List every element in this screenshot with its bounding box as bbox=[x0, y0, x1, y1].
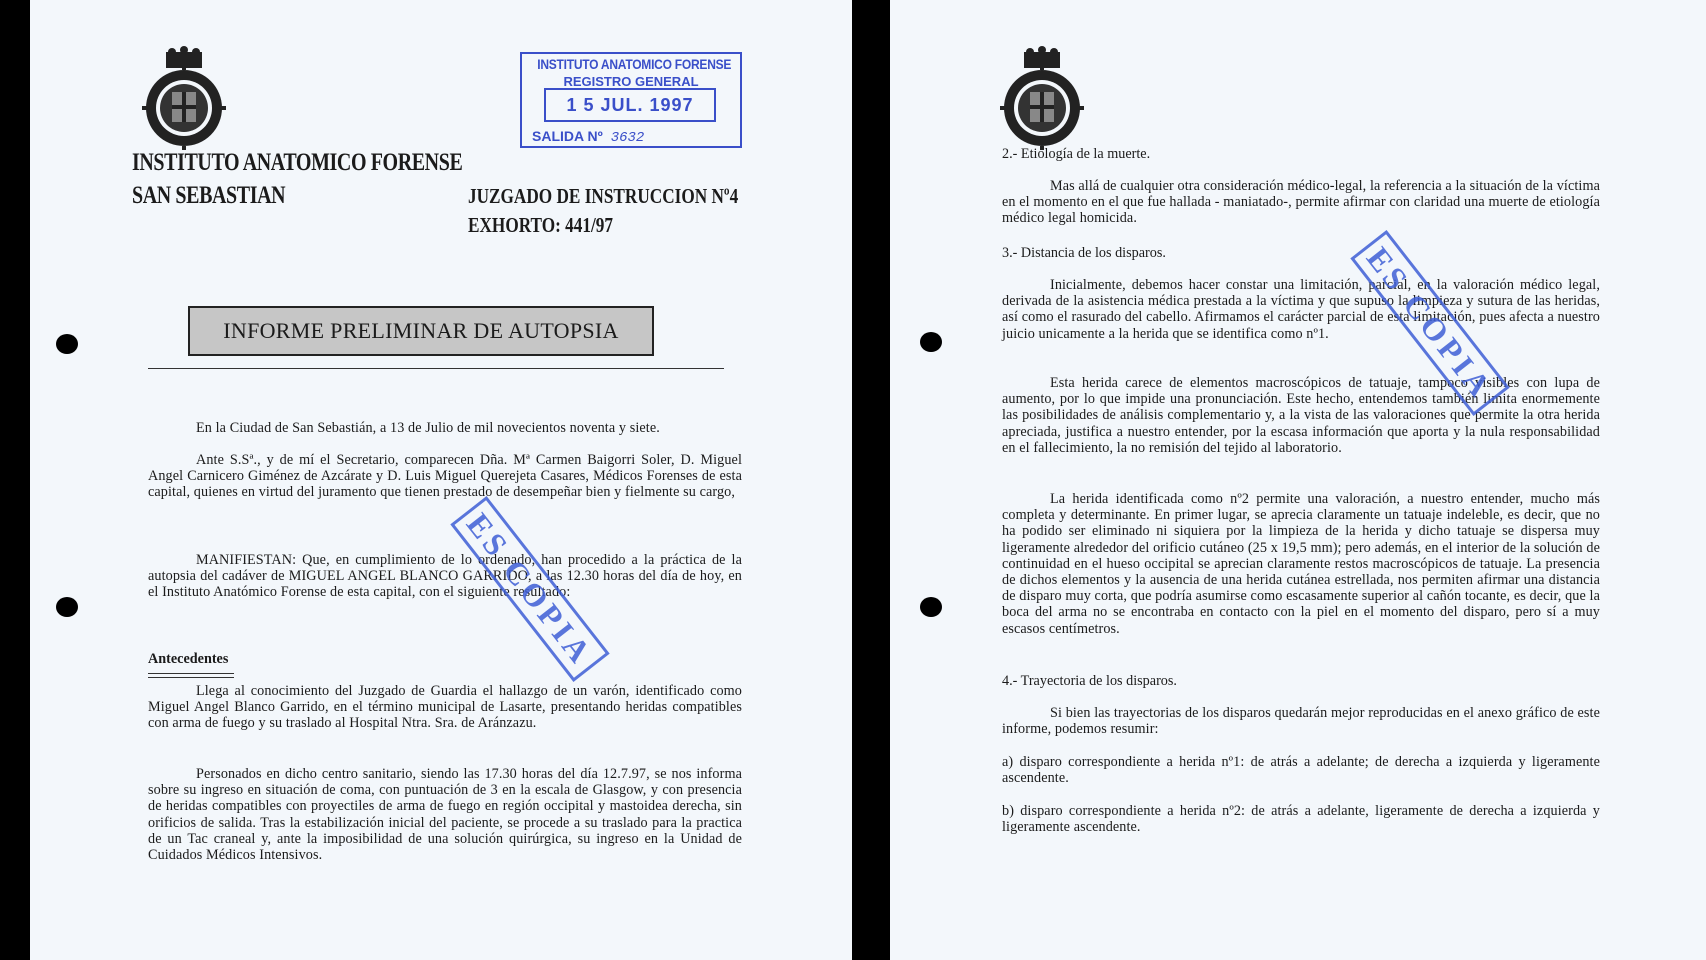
crest-icon bbox=[142, 46, 226, 150]
registry-stamp bbox=[520, 52, 742, 148]
trajectory-item-a: a) disparo correspondiente a herida nº1: de atrás a adelante; de derecha a izquierda y ligeramente ascendente. bbox=[1002, 754, 1600, 787]
section-3-heading: 3.- Distancia de los disparos. bbox=[1002, 245, 1166, 261]
section-3-paragraph-2: Esta herida carece de elementos macroscópicos de tatuaje, tampoco visibles con lupa de aumento, por lo que impide una pronunciación. Este hecho, entendemos también limita enormemente las posibilidades de análisis complementario y, a la vista de las valoraciones que permite la otra herida apreciada, justifica a nuestro entender, por la escasa información que aporta y la nula responsabilidad en el fallecimiento, la no remisión del tejido al laboratorio. bbox=[1002, 375, 1600, 456]
section-3-paragraph-3: La herida identificada como nº2 permite una valoración, a nuestro entender, mucho más completa y determinante. En primer lugar, se aprecia claramente un tatuaje indeleble, es decir, que no ha podido ser eliminado ni siquiera por la limpieza de la herida y dicho tatuaje se dispersa muy ligeramente alrededor del orificio cutáneo (25 x 19,5 mm); pero además, en el interior de la solución de continuidad en el hueso occipital se aprecian claramente restos macroscópicos de tatuaje. La presencia de dichos elementos y la ausencia de una herida cutánea estrellada, nos permiten afirmar una distancia de disparo muy corta, que podría asumirse como escasamente superior al cañón tocante, es decir, que la boca del arma no se encontraba en contacto con la piel en el momento del disparo, pero sí a muy escasos centímetros. bbox=[1002, 491, 1600, 637]
court-name: JUZGADO DE INSTRUCCION Nº4 bbox=[468, 184, 739, 208]
antecedentes-paragraph-2: Personados en dicho centro sanitario, siendo las 17.30 horas del día 12.7.97, se nos informa sobre su ingreso en situación de coma, con puntuación de 3 en la escala de Glasgow, y con presencia de heridas compatibles con proyectiles de arma de fuego en región occipital y mastoidea derecha, sin orificios de salida. Tras la estabilización inicial del paciente, se procede a su traslado para la practica de un Tac craneal y, ante la imposibilidad de una solución quirúrgica, su ingreso en la Unidad de Cuidados Médicos Intensivos. bbox=[148, 766, 742, 864]
stamp-number-value: 3632 bbox=[607, 130, 649, 147]
section-4-paragraph: Si bien las trayectorias de los disparos quedarán mejor reproducidas en el anexo gráfico de este informe, podemos resumir: bbox=[1002, 705, 1600, 738]
section-4-heading: 4.- Trayectoria de los disparos. bbox=[1002, 673, 1177, 689]
intro-paragraph: En la Ciudad de San Sebastián, a 13 de Julio de mil novecientos noventa y siete. bbox=[196, 420, 660, 436]
exhorto-number: EXHORTO: 441/97 bbox=[468, 213, 613, 237]
stamp-number-label: SALIDA Nº bbox=[532, 128, 603, 144]
report-title: INFORME PRELIMINAR DE AUTOPSIA bbox=[188, 306, 654, 356]
section-3-paragraph-1: Inicialmente, debemos hacer constar una limitación, parcial, en la valoración médico legal, derivada de la asistencia médica prestada a la víctima y que supuso la limpieza y sutura de las heridas, así como el rasurado del cabello. Afirmamos el carácter parcial de esta limitación, pues afecta a nuestro juicio unicamente a la herida que se identifica como nº1. bbox=[1002, 277, 1600, 342]
section-2-paragraph: Mas allá de cualquier otra consideración médico-legal, la referencia a la situación de la víctima en el momento en el que fue hallada - maniatado-, permite afirmar con claridad una muerte de etiología médico legal homicida. bbox=[1002, 178, 1600, 227]
section-2-heading: 2.- Etiología de la muerte. bbox=[1002, 146, 1151, 162]
binder-hole-icon bbox=[920, 597, 942, 617]
document-page-right bbox=[890, 0, 1706, 960]
trajectory-item-b: b) disparo correspondiente a herida nº2: de atrás a adelante, ligeramente de derecha a izquierda y ligeramente ascendente. bbox=[1002, 803, 1600, 836]
heading-underline bbox=[148, 673, 234, 678]
institute-name: INSTITUTO ANATOMICO FORENSE bbox=[132, 149, 463, 176]
stamp-subtitle: REGISTRO GENERAL bbox=[563, 74, 699, 89]
stamp-title: INSTITUTO ANATOMICO FORENSE bbox=[537, 56, 732, 72]
binder-hole-icon bbox=[56, 597, 78, 617]
binder-hole-icon bbox=[920, 332, 942, 352]
title-divider bbox=[148, 368, 724, 369]
crest-icon bbox=[1000, 46, 1084, 150]
document-page-left bbox=[30, 0, 852, 960]
manifest-paragraph: MANIFIESTAN: Que, en cumplimiento de lo ordenado, han procedido a la práctica de la autopsia del cadáver de MIGUEL ANGEL BLANCO GARRIDO, a las 12.30 horas del día de hoy, en el Instituto Anatómico Forense de esta capital, con el siguiente resultado: bbox=[148, 552, 742, 601]
institute-city: SAN SEBASTIAN bbox=[132, 182, 286, 209]
stamp-number bbox=[532, 128, 648, 146]
copy-watermark: ES COPIA bbox=[1350, 230, 1509, 416]
copy-watermark: ES COPIA bbox=[450, 496, 609, 682]
stamp-date: 1 5 JUL. 1997 bbox=[544, 88, 716, 122]
antecedentes-heading: Antecedentes bbox=[148, 651, 229, 667]
appearance-paragraph: Ante S.Sª., y de mí el Secretario, comparecen Dña. Mª Carmen Baigorri Soler, D. Miguel Angel Carnicero Giménez de Azcárate y D. Luis Miguel Querejeta Casares, Médicos Forenses de esta capital, quienes en virtud del juramento que tienen prestado de desempeñar bien y fielmente su cargo, bbox=[148, 452, 742, 501]
antecedentes-paragraph-1: Llega al conocimiento del Juzgado de Guardia el hallazgo de un varón, identificado como Miguel Angel Blanco Garrido, en el término municipal de Lasarte, presentando heridas compatibles con arma de fuego y su traslado al Hospital Ntra. Sra. de Aránzazu. bbox=[148, 683, 742, 732]
binder-hole-icon bbox=[56, 334, 78, 354]
